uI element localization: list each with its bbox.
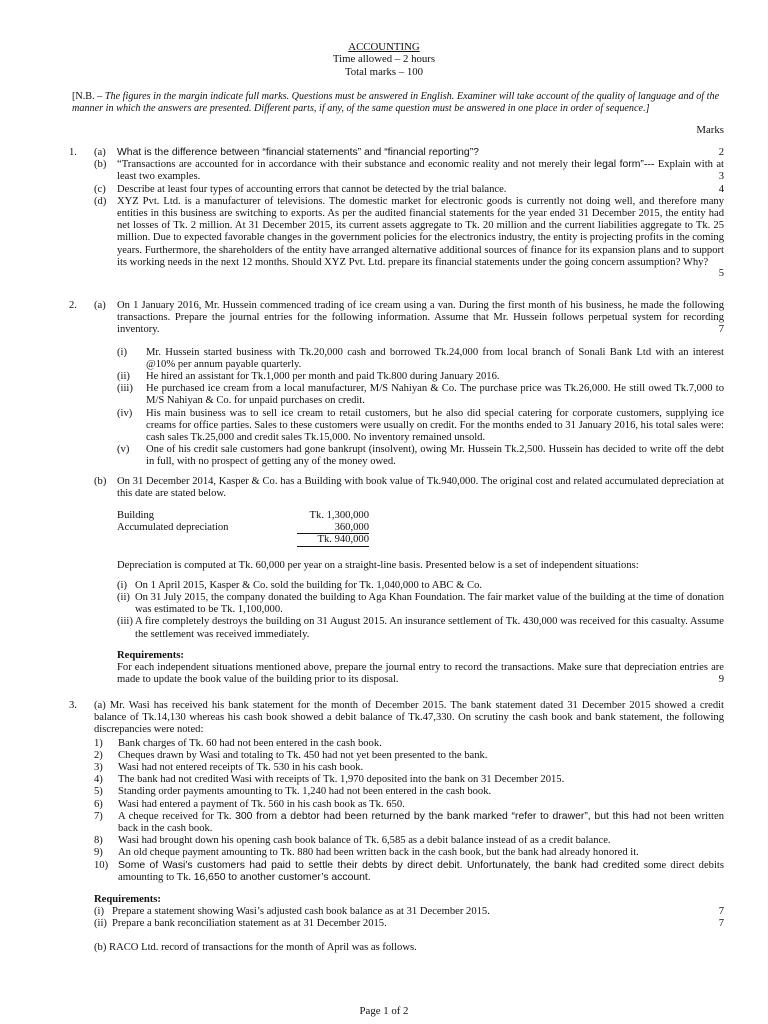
part-label: (c) <box>94 183 106 195</box>
table-row <box>117 534 369 547</box>
item-text: One of his credit sale customers had gone bankrupt (insolvent), owing Mr. Hussein Tk.2,500. Hussein has decided to write off the debt in full, with no prospect of getting any of the money owed. <box>146 444 724 468</box>
item-text: On 1 April 2015, Kasper & Co. sold the building for Tk. 1,040,000 to ABC & Co. <box>135 579 483 591</box>
part-label: (b) <box>94 941 107 953</box>
part-label: (b) <box>94 475 107 487</box>
item-text: He hired an assistant for Tk.1,000 per month and paid Tk.800 during January 2016. <box>146 371 500 383</box>
part-label: (b) <box>94 159 107 171</box>
list-item <box>117 347 724 371</box>
nb-text: The figures in the margin indicate full marks. Questions must be answered in English. Examiner will take account of the quality of language and of the manner in which the answers are presented. Different parts, if any, of the same question must be answered in one place in order of sequence.] <box>72 91 720 115</box>
q3-part-a <box>69 700 724 737</box>
part-text: What is the difference between “financial statements” and “financial reporting”? <box>117 147 479 158</box>
total-marks: Total marks – 100 <box>344 65 424 78</box>
requirements-text: For each independent situations mentioned above, prepare the journal entry to record the transactions. Make sure that depreciation entries are made to update the book value of the building prior to its disposal. <box>117 661 724 686</box>
q2-part-b <box>69 476 724 500</box>
question-1 <box>69 147 724 279</box>
item-number: 3) <box>94 762 103 774</box>
q1-part-d <box>69 195 724 279</box>
list-item <box>117 616 724 640</box>
q1-part-c <box>69 184 724 196</box>
item-number: 10) <box>94 859 109 871</box>
item-number: (iv) <box>117 407 133 419</box>
item-number: (iii) <box>117 616 133 628</box>
item-text: Cheques drawn by Wasi and totaling to Tk. 450 had not yet been presented to the bank. <box>118 749 488 761</box>
part-text: On 31 December 2014, Kasper & Co. has a Building with book value of Tk.940,000. The original cost and related accumulated depreciation at this date are stated below. <box>117 475 724 499</box>
list-item <box>117 371 724 383</box>
item-number: (i) <box>117 579 127 591</box>
requirements-heading: Requirements: <box>117 649 184 661</box>
part-label: (d) <box>94 195 107 207</box>
item-number: 1) <box>94 737 103 749</box>
item-number: 4) <box>94 774 103 786</box>
part-text: RACO Ltd. record of transactions for the month of April was as follows. <box>109 941 417 953</box>
table-cell: Tk. 940,000 <box>297 534 369 547</box>
marks: 5 <box>718 267 724 279</box>
page-footer: Page 1 of 2 <box>359 1005 409 1017</box>
requirement-item <box>94 918 724 930</box>
question-3 <box>69 700 724 954</box>
text-segment: A cheque received for Tk. <box>118 810 232 822</box>
list-item <box>94 811 724 835</box>
text-segment: --- Explain with at least two examples. <box>117 159 724 183</box>
header <box>0 41 768 78</box>
q1-part-a <box>69 147 724 159</box>
item-number: (ii) <box>94 918 107 930</box>
text-segment: some direct debits amounting to Tk. <box>118 859 724 883</box>
part-label: (a) <box>94 700 106 711</box>
part-body: Mr. Wasi has received his bank statement for the month of December 2015. The bank statement dated 31 December 2015 showed a credit balance of Tk.14,130 whereas his cash book showed a debit balance of Tk.47,330. On scrutiny the cash book and bank statement, the following discrepancies were noted: <box>94 700 725 736</box>
exam-title: ACCOUNTING <box>348 41 420 53</box>
item-text: Standing order payments amounting to Tk. 1,240 had not been entered in the cash book. <box>118 786 492 798</box>
item-number: 7) <box>94 810 103 822</box>
q2b-list <box>117 580 724 641</box>
list-item <box>117 444 724 468</box>
part-label: (a) <box>94 147 106 158</box>
list-item <box>94 847 724 859</box>
text-segment: 300 from a debtor had been returned by the bank marked “refer to drawer”, but this had <box>235 810 650 822</box>
q3a-requirements <box>94 894 724 931</box>
q2b-requirements <box>69 650 724 687</box>
table-cell: Tk. 1,300,000 <box>309 510 369 522</box>
q2a-list <box>117 347 724 469</box>
q1-part-b <box>69 159 724 183</box>
part-text <box>117 159 724 183</box>
list-item <box>94 762 724 774</box>
list-item <box>94 750 724 762</box>
item-number: (v) <box>117 444 130 456</box>
marks: 9 <box>718 674 724 686</box>
item-text: He purchased ice cream from a local manufacturer, M/S Nahiyan & Co. The purchase price was Tk.26,000. He still owed Tk.7,000 to M/S Nahiyan & Co. for unpaid purchases on credit. <box>146 383 724 407</box>
table-cell <box>117 534 297 547</box>
item-number: (i) <box>94 906 104 918</box>
text-segment: legal form” <box>594 159 644 171</box>
marks: 2 <box>718 147 724 158</box>
table-cell: Building <box>117 510 155 522</box>
item-text: A fire completely destroys the building on 31 August 2015. An insurance settlement of Tk. 430,000 was received for this casualty. Assume the settlement was received immediately. <box>135 616 724 640</box>
marks-column-heading: Marks <box>696 124 724 136</box>
time-allowed: Time allowed – 2 hours <box>332 53 436 66</box>
marks: 7 <box>718 324 724 335</box>
part-text: Describe at least four types of accounting errors that cannot be detected by the trial balance. <box>117 183 507 195</box>
table-row <box>117 522 369 534</box>
item-number: 5) <box>94 786 103 798</box>
part-text: XYZ Pvt. Ltd. is a manufacturer of televisions. The domestic market for electronic goods is currently not doing well, and therefore many entities in this business are switching to exports. As per the audited financial statements for the year ended 31 December 2015, the entity had net losses of Tk. 2 million. At 31 December 2015, its current assets aggregate to Tk. 20 million and the current liabilities aggregate to Tk. 25 million. Due to expected favorable changes in the government policies for the electronics industry, the entity is projecting profits in the coming years. Furthermore, the shareholders of the entity have arranged alternative additional sources of finance for its expansion plans and to support its working needs in the next 12 months. Should XYZ Pvt. Ltd. prepare its financial statements under the going concern assumption? Why? <box>117 195 724 268</box>
item-text: On 31 July 2015, the company donated the building to Aga Khan Foundation. The fair market value of the building at the time of donation was estimated to be Tk. 1,100,000. <box>135 591 724 616</box>
question-number: 1. <box>69 147 77 158</box>
item-text: Prepare a bank reconciliation statement as at 31 December 2015. <box>112 918 387 930</box>
item-number: 9) <box>94 847 103 859</box>
part-text <box>94 700 724 737</box>
text-segment: “Transactions are accounted for in accordance with their substance and economic reality and not merely their <box>117 159 591 171</box>
item-text: Bank charges of Tk. 60 had not been entered in the cash book. <box>118 737 382 749</box>
item-text <box>118 860 724 884</box>
list-item <box>94 799 724 811</box>
list-item <box>117 580 724 592</box>
marks: 7 <box>718 906 724 918</box>
values-table <box>117 510 369 547</box>
item-text: Prepare a statement showing Wasi’s adjusted cash book balance as at 31 December 2015. <box>112 906 490 918</box>
list-item <box>94 786 724 798</box>
item-number: (ii) <box>117 371 130 383</box>
item-number: 6) <box>94 798 103 810</box>
item-text <box>118 811 724 835</box>
text-segment: not been written back in the cash book. <box>118 810 725 835</box>
list-item <box>117 592 724 616</box>
marks: 7 <box>718 918 724 930</box>
item-number: 2) <box>94 749 103 761</box>
list-item <box>94 835 724 847</box>
item-text: An old cheque payment amounting to Tk. 880 had been written back in the cash book, but the bank had already honored it. <box>118 847 639 859</box>
marks: 3 <box>718 171 724 183</box>
item-number: (ii) <box>117 591 130 603</box>
building-table <box>117 510 724 547</box>
list-item <box>94 860 724 884</box>
list-item <box>117 408 724 445</box>
text-segment: Some of Wasi’s customers had paid to settle their debts by direct debit. Unfortunately, the bank had credited <box>118 859 640 871</box>
item-text: Wasi had not entered receipts of Tk. 530 in his cash book. <box>118 762 364 774</box>
marks: 4 <box>718 183 724 195</box>
table-row <box>117 510 369 522</box>
list-item <box>117 383 724 407</box>
table-cell: Accumulated depreciation <box>117 521 229 533</box>
item-text: His main business was to sell ice cream to retail customers, but he also did special catering for corporate customers, supplying ice creams for office parties. Sales to these customers were usually on credit. For the months ended to 31 January 2016, his total sales were: cash sales Tk.25,000 and credit sales Tk.15,000. No inventory remained unsold. <box>146 407 724 444</box>
item-number: (i) <box>117 346 127 358</box>
item-text: Wasi had brought down his opening cash book balance of Tk. 6,585 as a debit balance instead of as a credit balance. <box>118 835 611 847</box>
item-number: (iii) <box>117 383 133 395</box>
requirements-heading: Requirements: <box>94 894 161 906</box>
question-2 <box>69 300 724 686</box>
item-number: 8) <box>94 835 103 847</box>
list-item <box>94 774 724 786</box>
part-text: Depreciation is computed at Tk. 60,000 per year on a straight-line basis. Presented below is a set of independent situations: <box>117 559 639 571</box>
item-text: Mr. Hussein started business with Tk.20,000 cash and borrowed Tk.24,000 from local branch of Sonali Bank Ltd with an interest @10% per annum payable quarterly. <box>146 346 724 370</box>
item-text: The bank had not credited Wasi with receipts of Tk. 1,970 deposited into the bank on 31 December 2015. <box>118 774 565 786</box>
q3a-discrepancies <box>94 738 724 884</box>
text-segment: 16,650 to another customer’s account. <box>193 871 371 883</box>
part-text: On 1 January 2016, Mr. Hussein commenced trading of ice cream using a van. During the first month of his business, he made the following transactions. Prepare the journal entries for the following information. Assume that Mr. Hussein follows perpetual system for recording inventory. <box>117 300 724 336</box>
item-text: Wasi had entered a payment of Tk. 560 in his cash book as Tk. 650. <box>118 798 405 810</box>
part-label: (a) <box>94 300 106 311</box>
table-cell: 360,000 <box>297 522 369 534</box>
question-number: 3. <box>69 700 77 711</box>
requirement-item <box>94 906 724 918</box>
nb-note <box>72 91 722 116</box>
nb-prefix: [N.B. – <box>72 91 103 102</box>
q3-part-b <box>94 942 724 954</box>
question-number: 2. <box>69 300 77 311</box>
list-item <box>94 738 724 750</box>
q2-part-a <box>69 300 724 337</box>
